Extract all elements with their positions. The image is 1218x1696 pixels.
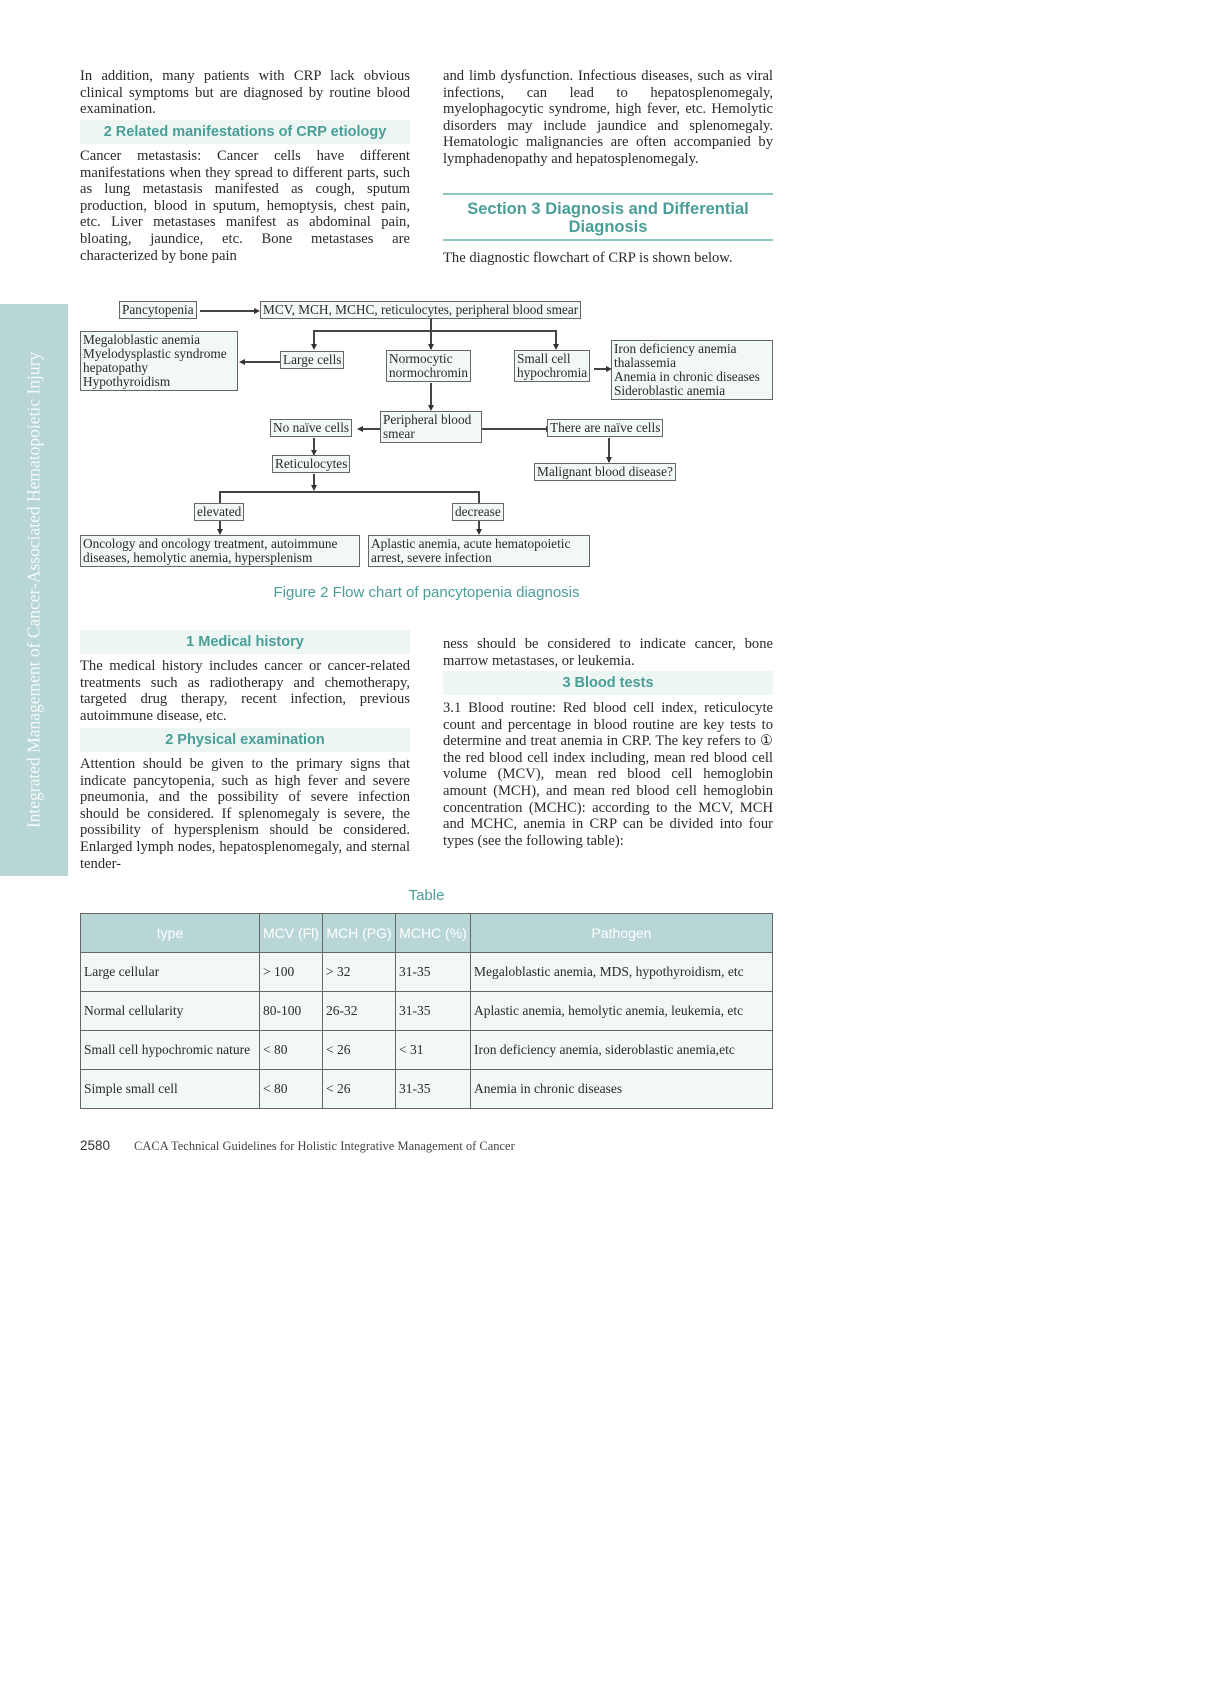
flow-node-small-cell	[514, 350, 590, 382]
table-caption: Table	[408, 887, 445, 904]
flow-node-naive: There are naïve cells	[547, 419, 663, 437]
table-cell: Aplastic anemia, hemolytic anemia, leukemia, etc	[471, 992, 773, 1031]
table-cell: 31-35	[396, 1070, 471, 1109]
node-line: Normocytic	[389, 351, 453, 366]
table-cell: Anemia in chronic diseases	[471, 1070, 773, 1109]
table-row	[81, 1070, 773, 1109]
table-cell: < 31	[396, 1031, 471, 1070]
table-row	[81, 953, 773, 992]
heading-blood-tests: 3 Blood tests	[443, 671, 773, 695]
table-cell: Simple small cell	[81, 1070, 260, 1109]
continuation-paragraph: ness should be considered to indicate cancer, bone marrow metastases, or leukemia.	[443, 636, 773, 669]
table-cell: Megaloblastic anemia, MDS, hypothyroidism, etc	[471, 953, 773, 992]
flowchart-intro: The diagnostic flowchart of CRP is shown below.	[443, 250, 733, 266]
node-line: smear	[383, 426, 415, 441]
cause-line: arrest, severe infection	[371, 550, 492, 565]
running-title-sidebar	[0, 304, 68, 876]
node-line: Small cell	[517, 351, 571, 366]
table-cell: 26-32	[323, 992, 396, 1031]
arrow-icon	[357, 426, 363, 432]
table-cell: 31-35	[396, 953, 471, 992]
journal-title: CACA Technical Guidelines for Holistic Integrative Management of Cancer	[134, 1139, 515, 1153]
cause-line: diseases, hemolytic anemia, hypersplenism	[83, 550, 313, 565]
cause-line: Aplastic anemia, acute hematopoietic	[371, 536, 571, 551]
connector	[482, 428, 547, 430]
flow-node-decrease: decrease	[452, 503, 504, 521]
physical-examination-paragraph: Attention should be given to the primary signs that indicate pancytopenia, such as high fever and severe pneumonia, and the possibility of severe infection should be considered. If splenomegaly is severe, the possibility of hypersplenism should be considered. Enlarged lymph nodes, hepatosplenomegaly, and sternal tender-	[80, 756, 410, 872]
connector	[555, 330, 557, 345]
flow-node-large-cells: Large cells	[280, 351, 344, 369]
table-row	[81, 992, 773, 1031]
running-title: Integrated Management of Cancer-Associated Hematopoietic Injury	[23, 351, 44, 829]
metastasis-paragraph: Cancer metastasis: Cancer cells have different manifestations when they spread to different parts, such as lung metastasis manifested as cough, sputum production, blood in sputum, hemoptysis, chest pain, etc. Liver metastases manifest as abdominal pain, bloating, jaundice, etc. Bone metastases are characterized by bone pain	[80, 148, 410, 264]
cause-line: Sideroblastic anemia	[614, 383, 726, 398]
connector	[200, 310, 256, 312]
node-line: normochromin	[389, 365, 469, 380]
flow-node-no-naive: No naïve cells	[270, 419, 352, 437]
connector	[219, 491, 479, 493]
cause-line: Hypothyroidism	[83, 374, 171, 389]
node-line: hypochromia	[517, 365, 588, 380]
node-line: Peripheral blood	[383, 412, 472, 427]
table-row	[81, 1031, 773, 1070]
flow-node-large-causes	[80, 331, 238, 391]
flow-node-reticulocytes: Reticulocytes	[272, 455, 350, 473]
table-header-row	[81, 914, 773, 953]
arrow-icon	[311, 344, 317, 350]
table-cell: Large cellular	[81, 953, 260, 992]
connector	[430, 318, 432, 330]
cause-line: Iron deficiency anemia	[614, 341, 737, 356]
flow-node-malignant: Malignant blood disease?	[534, 463, 676, 481]
connector	[244, 361, 280, 363]
cause-line: Oncology and oncology treatment, autoimmune	[83, 536, 338, 551]
heading-medical-history: 1 Medical history	[80, 630, 410, 654]
infectious-paragraph: and limb dysfunction. Infectious diseases, such as viral infections, can lead to hepatosplenomegaly, myelophagocytic syndrome, high fever, etc. Hemolytic disorders may include jaundice and splenomegaly. Hematologic malignancies are often accompanied by lymphadenopathy and hepatosplenomegaly.	[443, 68, 773, 167]
table-cell: Iron deficiency anemia, sideroblastic anemia,etc	[471, 1031, 773, 1070]
flow-node-elevated-causes	[80, 535, 360, 567]
connector	[313, 330, 315, 345]
column-header: Pathogen	[471, 914, 773, 953]
flow-node-pancytopenia: Pancytopenia	[119, 301, 197, 319]
arrow-icon	[239, 359, 245, 365]
figure-caption: Figure 2 Flow chart of pancytopenia diagnosis	[273, 584, 580, 601]
column-header: MCHC (%)	[396, 914, 471, 953]
column-header: MCV (Fl)	[260, 914, 323, 953]
blood-routine-paragraph: 3.1 Blood routine: Red blood cell index, reticulocyte count and percentage in blood routine are key tests to determine and treat anemia in CRP. The key refers to ① the red blood cell index including, mean red blood cell volume (MCV), mean red blood cell hemoglobin amount (MCH), and mean red blood cell hemoglobin concentration (MCHC): according to the MCV, MCH and MCHC, anemia in CRP can be divided into four types (see the following table):	[443, 700, 773, 849]
heading-related-manifestations: 2 Related manifestations of CRP etiology	[80, 120, 410, 144]
cause-line: Myelodysplastic syndrome	[83, 346, 227, 361]
heading-physical-examination: 2 Physical examination	[80, 728, 410, 752]
flow-node-elevated: elevated	[194, 503, 244, 521]
table-cell: < 26	[323, 1031, 396, 1070]
table-cell: > 32	[323, 953, 396, 992]
anemia-types-table	[80, 913, 773, 1109]
connector	[219, 491, 221, 503]
flow-node-normocytic	[386, 350, 471, 382]
connector	[430, 383, 432, 407]
flow-node-small-causes	[611, 340, 773, 400]
flow-node-decrease-causes	[368, 535, 590, 567]
table-cell: < 80	[260, 1031, 323, 1070]
cause-line: hepatopathy	[83, 360, 148, 375]
column-header: type	[81, 914, 260, 953]
cause-line: thalassemia	[614, 355, 677, 370]
table-cell: 80-100	[260, 992, 323, 1031]
cause-line: Megaloblastic anemia	[83, 332, 201, 347]
connector	[362, 428, 382, 430]
column-header: MCH (PG)	[323, 914, 396, 953]
cause-line: Anemia in chronic diseases	[614, 369, 760, 384]
intro-paragraph: In addition, many patients with CRP lack obvious clinical symptoms but are diagnosed by routine blood examination.	[80, 68, 410, 118]
page-number: 2580	[80, 1138, 111, 1153]
table-cell: 31-35	[396, 992, 471, 1031]
medical-history-paragraph: The medical history includes cancer or cancer-related treatments such as radiotherapy and chemotherapy, targeted drug therapy, recent infection, previous autoimmune disease, etc.	[80, 658, 410, 724]
flow-node-indices: MCV, MCH, MCHC, reticulocytes, peripheral blood smear	[260, 301, 581, 319]
page-footer	[80, 1137, 515, 1155]
table-cell: < 80	[260, 1070, 323, 1109]
table-cell: Small cell hypochromic nature	[81, 1031, 260, 1070]
flow-node-smear	[380, 411, 482, 443]
table-cell: Normal cellularity	[81, 992, 260, 1031]
connector	[313, 330, 556, 332]
table-cell: > 100	[260, 953, 323, 992]
section-title: Section 3 Diagnosis and Differential Diagnosis	[443, 193, 773, 241]
connector	[478, 491, 480, 503]
table-cell: < 26	[323, 1070, 396, 1109]
